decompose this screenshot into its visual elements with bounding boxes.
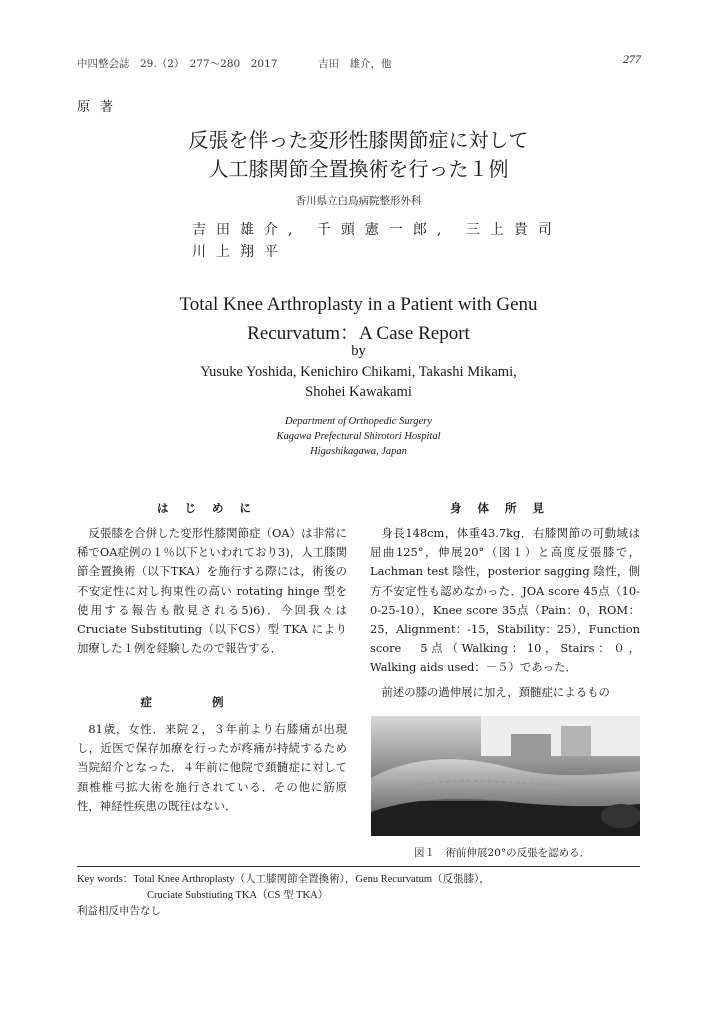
case-paragraph: 81歳，女性．来院２，３年前より右膝痛が出現し，近医で保存加療を行ったが疼痛が持続するため当院紹介となった．４年前に他院で頚髄症に対して頚椎椎弓拡大術を施行されている．その他に筋原性，神経性疾患の既往はない． xyxy=(77,722,347,813)
figure-1-photo xyxy=(371,716,640,836)
title-ja-line1: 反張を伴った変形性膝関節症に対して xyxy=(188,128,529,152)
figure-1-caption: 図１ 術前伸展20°の反張を認める． xyxy=(414,847,591,859)
findings-heading: 身体所見 xyxy=(450,501,560,515)
article-category: 原著 xyxy=(77,100,124,115)
findings-paragraph: 身長148cm，体重43.7kg．右膝関節の可動域は屈曲125°，伸展20°（図１）と高度反張膝で，Lachman test 陰性，posterior sagging 陰性，側方不安定性も認めなかった．JOA score 45点（10-0-25-10），Knee score 35点（Pain：0，ROM：25，Alignment：-15，Stability：25），Function score 5点（Walking：10，Stairs：０，Walking aids used：－５）であった． xyxy=(370,526,640,675)
authors-ja-line2: 川上翔平 xyxy=(192,244,288,260)
footer-rule xyxy=(77,866,640,867)
running-authors: 吉田 雄介，他 xyxy=(318,58,392,70)
affiliation-ja: 香川県立白鳥病院整形外科 xyxy=(295,195,422,207)
affiliation-en-line3: Higashikagawa, Japan xyxy=(310,446,407,457)
authors-ja-line1: 吉田雄介, 千頭憲一郎, 三上貴司 xyxy=(192,222,562,238)
affiliation-en-line2: Kagawa Prefectural Shirotori Hospital xyxy=(276,431,441,442)
title-en-line2: Recurvatum：A Case Report xyxy=(247,323,470,344)
conflict-of-interest: 利益相反申告なし xyxy=(77,906,161,917)
keywords-line1: Key words：Total Knee Arthroplasty（人工膝関節全置換術），Genu Recurvatum（反張膝）， xyxy=(77,874,490,885)
intro-heading: はじめに xyxy=(157,501,267,515)
case-heading: 症例 xyxy=(140,695,284,709)
journal-citation: 中四整会誌 29.（2） 277～280 2017 xyxy=(77,58,278,70)
title-en-by: by xyxy=(351,343,366,359)
page-number: 277 xyxy=(623,52,641,66)
title-ja-line2: 人工膝関節全置換術を行った１例 xyxy=(208,157,509,181)
title-en-line1: Total Knee Arthroplasty in a Patient with Genu xyxy=(179,294,538,315)
authors-en-line2: Shohei Kawakami xyxy=(305,384,412,400)
intro-paragraph: 反張膝を合併した変形性膝関節症（OA）は非常に稀でOA症例の１％以下といわれており3)，人工膝関節全置換術（以下TKA）を施行する際には，術後の不安定性に対し拘束性の高い rotating hinge 型を使用する報告も散見される5)6)．今回我々は Cruciate Substituting（以下CS）型 TKA により加療した１例を経験したので報告する． xyxy=(77,526,347,656)
findings-paragraph-2: 前述の膝の過伸展に加え，頚髄症によるもの xyxy=(381,685,610,699)
affiliation-en-line1: Department of Orthopedic Surgery xyxy=(285,416,432,427)
authors-en-line1: Yusuke Yoshida, Kenichiro Chikami, Takashi Mikami, xyxy=(200,364,517,380)
keywords-line2: Cruciate Substiuting TKA（CS 型 TKA） xyxy=(147,890,329,901)
